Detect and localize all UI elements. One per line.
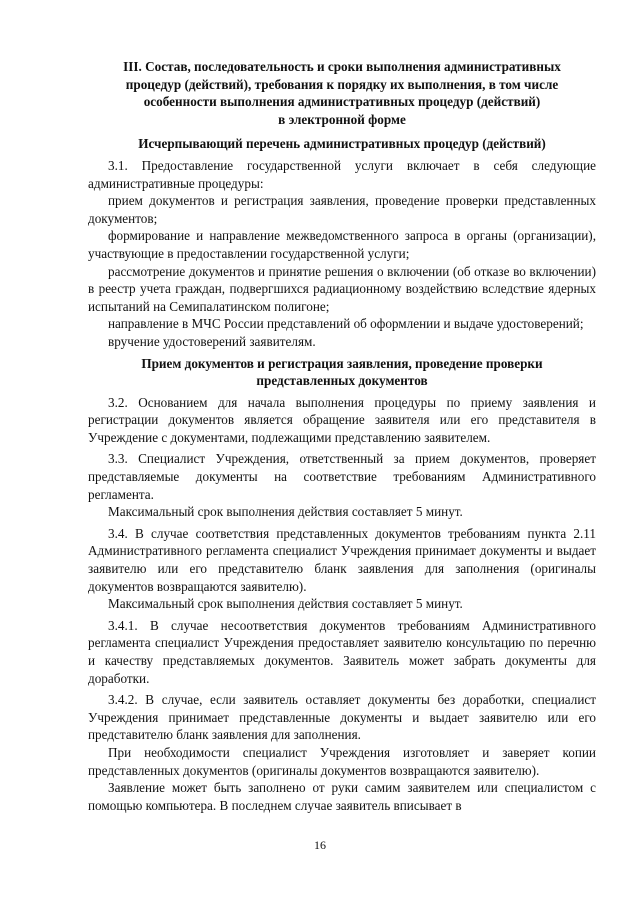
- paragraph: формирование и направление межведомственного запроса в органы (организации), участвующие в предоставлении государственной услуги;: [88, 228, 596, 261]
- page-number: 16: [314, 838, 326, 852]
- paragraph: Максимальный срок выполнения действия составляет 5 минут.: [108, 504, 463, 520]
- subheading-document-intake: [88, 355, 596, 390]
- paragraph: Максимальный срок выполнения действия составляет 5 минут.: [108, 596, 463, 612]
- paragraph: направление в МЧС России представлений об оформлении и выдаче удостоверений;: [108, 316, 584, 332]
- document-page: [88, 58, 596, 814]
- section-title-line: особенности выполнения административных процедур (действий): [143, 94, 541, 110]
- paragraph: прием документов и регистрация заявления, проведение проверки представленных документов;: [88, 193, 596, 226]
- paragraph: 3.4. В случае соответствия представленных документов требованиям пункта 2.11 Административного регламента специалист Учреждения принимает документы и выдает заявителю или его представителю бланк заявления для заполнения (оригиналы документов возвращаются заявителю).: [88, 525, 596, 594]
- paragraph: 3.4.1. В случае несоответствия документов требованиям Административного регламента специалист Учреждения предоставляет заявителю консультацию по перечню и качеству представляемых документов. Заявитель может забрать документы для доработки.: [88, 617, 596, 686]
- paragraph: вручение удостоверений заявителям.: [108, 333, 316, 349]
- paragraph: 3.4.2. В случае, если заявитель оставляет документы без доработки, специалист Учреждения принимает представленные документы и выдает заявителю или его представителю бланк заявления для заполнения.: [88, 692, 596, 743]
- paragraph: рассмотрение документов и принятие решения о включении (об отказе во включении) в реестр учета граждан, подвергшихся радиационному воздействию вследствие ядерных испытаний на Семипалатинском полигоне;: [88, 263, 596, 314]
- paragraph: 3.1. Предоставление государственной услуги включает в себя следующие административные процедуры:: [88, 157, 596, 191]
- paragraph: При необходимости специалист Учреждения изготовляет и заверяет копии представленных документов (оригиналы документов возвращаются заявителю).: [88, 744, 596, 778]
- section-title: [88, 58, 596, 128]
- subheading-line: Прием документов и регистрация заявления, проведение проверки: [141, 355, 543, 371]
- subheading-procedures-list: Исчерпывающий перечень административных процедур (действий): [138, 136, 546, 152]
- section-title-line: процедур (действий), требования к порядку их выполнения, в том числе: [125, 76, 559, 92]
- paragraph: 3.2. Основанием для начала выполнения процедуры по приему заявления и регистрации документов является обращение заявителя или его представителя в Учреждение с документами, подлежащими представлению заявителем.: [88, 394, 596, 445]
- subheading-line: представленных документов: [256, 373, 428, 389]
- section-title-line: в электронной форме: [278, 111, 406, 127]
- section-title-line: III. Состав, последовательность и сроки выполнения административных: [123, 59, 561, 74]
- paragraph: 3.3. Специалист Учреждения, ответственный за прием документов, проверяет представляемые документы на соответствие требованиям Административного регламента.: [88, 451, 596, 502]
- paragraph: Заявление может быть заполнено от руки самим заявителем или специалистом с помощью компьютера. В последнем случае заявитель вписывает в: [88, 780, 596, 813]
